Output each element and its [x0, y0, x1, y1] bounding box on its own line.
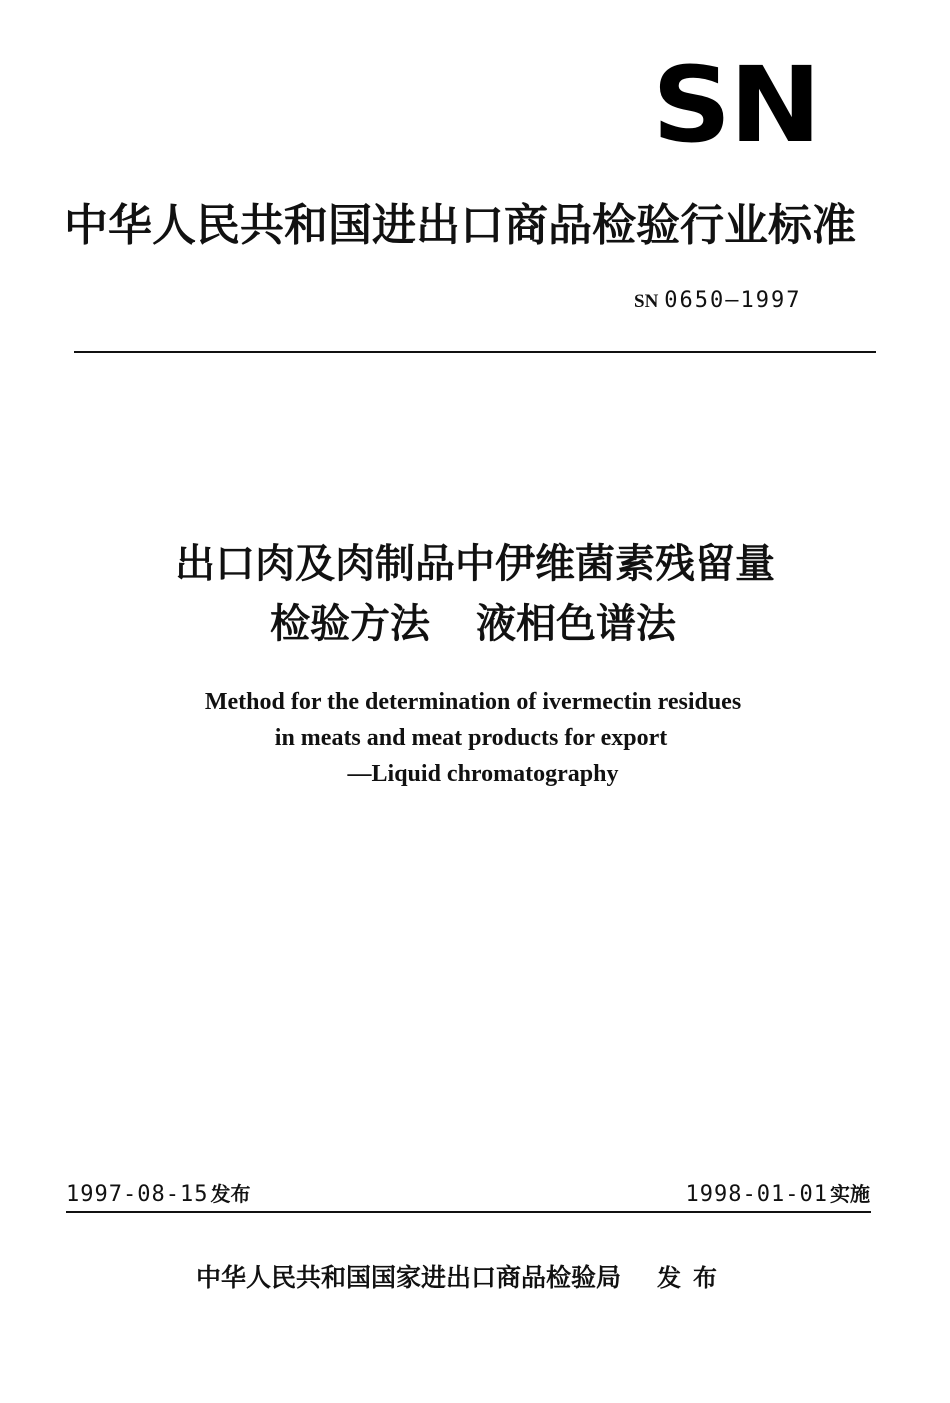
industry-standard-title: 中华人民共和国进出口商品检验行业标准 [64, 200, 856, 251]
title-cn-line2 [0, 598, 948, 650]
header-divider [74, 351, 876, 353]
title-cn-method: 检验方法 [270, 601, 430, 647]
title-en-line3: —Liquid chromatography [347, 761, 619, 787]
issuer-action: 发布 [657, 1264, 730, 1292]
issuer-name: 中华人民共和国国家进出口商品检验局 [196, 1263, 622, 1292]
issue-date: 1997-08-15 [66, 1182, 209, 1207]
title-cn-line1: 出口肉及肉制品中伊维菌素残留量 [175, 541, 775, 587]
effective-date-block [686, 1178, 870, 1212]
title-cn-technique: 液相色谱法 [476, 601, 676, 647]
date-row [66, 1178, 870, 1210]
title-en-line2: in meats and meat products for export [274, 725, 668, 751]
effective-date: 1998-01-01 [685, 1182, 828, 1207]
date-divider [66, 1211, 871, 1213]
standard-number: 0650—1997 [664, 288, 802, 313]
issue-date-block [66, 1178, 250, 1212]
issuer-line [196, 1258, 756, 1298]
standard-prefix: SN [634, 291, 659, 312]
title-en-line1: Method for the determination of ivermectin residues [204, 689, 742, 715]
sn-logo: SN [652, 44, 820, 166]
standard-code [634, 286, 874, 316]
issue-label: 发布 [210, 1182, 251, 1206]
effective-label: 实施 [830, 1182, 870, 1206]
